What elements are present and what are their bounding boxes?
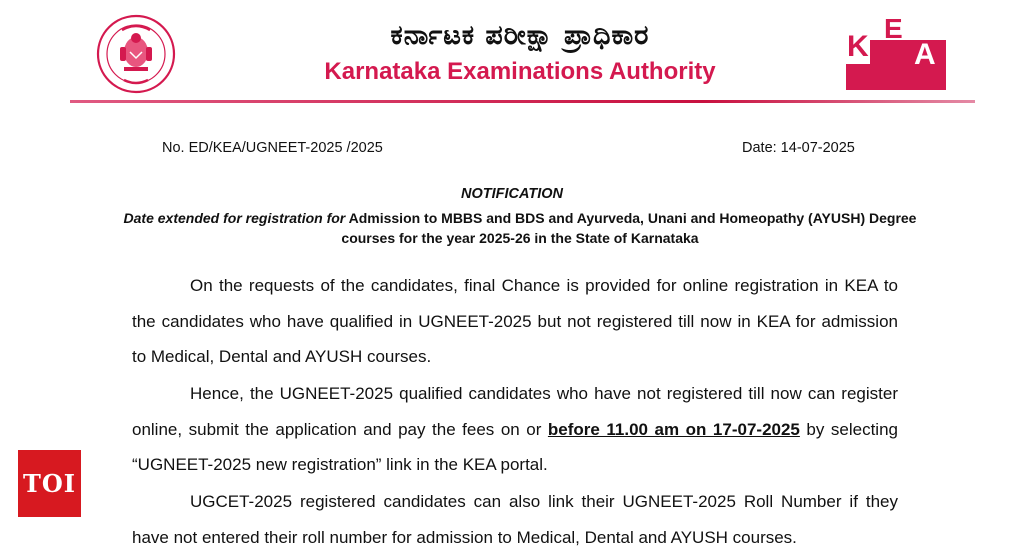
para3-text: UGCET-2025 registered candidates can also link their UGNEET-2025 Roll Number if they have not entered their roll number for admission to Medical, Dental and AYUSH courses. bbox=[132, 492, 898, 547]
header-divider bbox=[70, 100, 975, 103]
notification-date: Date: 14-07-2025 bbox=[742, 140, 855, 156]
body-paragraph-1 bbox=[132, 268, 898, 375]
subject-italic: Date extended for registration for bbox=[123, 210, 346, 226]
karnataka-seal-logo bbox=[96, 14, 176, 94]
subject-rest: Admission to MBBS and BDS and Ayurveda, Unani and Homeopathy (AYUSH) Degree courses for the year 2025-26 in the State of Karnataka bbox=[341, 210, 917, 246]
para1-text: On the requests of the candidates, final Chance is provided for online registration in KEA to the candidates who have qualified in UGNEET-2025 but not registered till now in KEA for admission to Medical, Dental and AYUSH courses. bbox=[132, 276, 898, 366]
registration-deadline: before 11.00 am on 17-07-2025 bbox=[547, 419, 800, 439]
kea-logo bbox=[846, 16, 948, 90]
svg-text:K: K bbox=[847, 30, 869, 63]
svg-text:E: E bbox=[884, 16, 903, 44]
header-title-block bbox=[320, 20, 720, 86]
title-english: Karnataka Examinations Authority bbox=[324, 58, 716, 85]
toi-watermark-logo: TOI bbox=[18, 450, 81, 517]
notification-heading: NOTIFICATION bbox=[460, 186, 564, 202]
body-paragraph-2 bbox=[132, 376, 898, 483]
body-paragraph-3 bbox=[132, 484, 898, 555]
notification-subject bbox=[120, 208, 920, 248]
para2-text-after: by selecting “UGNEET-2025 new registration” link in the KEA portal. bbox=[132, 419, 898, 474]
title-kannada: ಕರ್ನಾಟಕ ಪರೀಕ್ಷಾ ಪ್ರಾಧಿಕಾರ bbox=[390, 20, 650, 51]
reference-number: No. ED/KEA/UGNEET-2025 /2025 bbox=[162, 140, 383, 156]
svg-text:A: A bbox=[914, 38, 936, 71]
para2-text-before: Hence, the UGNEET-2025 qualified candidates who have not registered till now can register online, submit the application and pay the fees on or bbox=[132, 384, 898, 439]
